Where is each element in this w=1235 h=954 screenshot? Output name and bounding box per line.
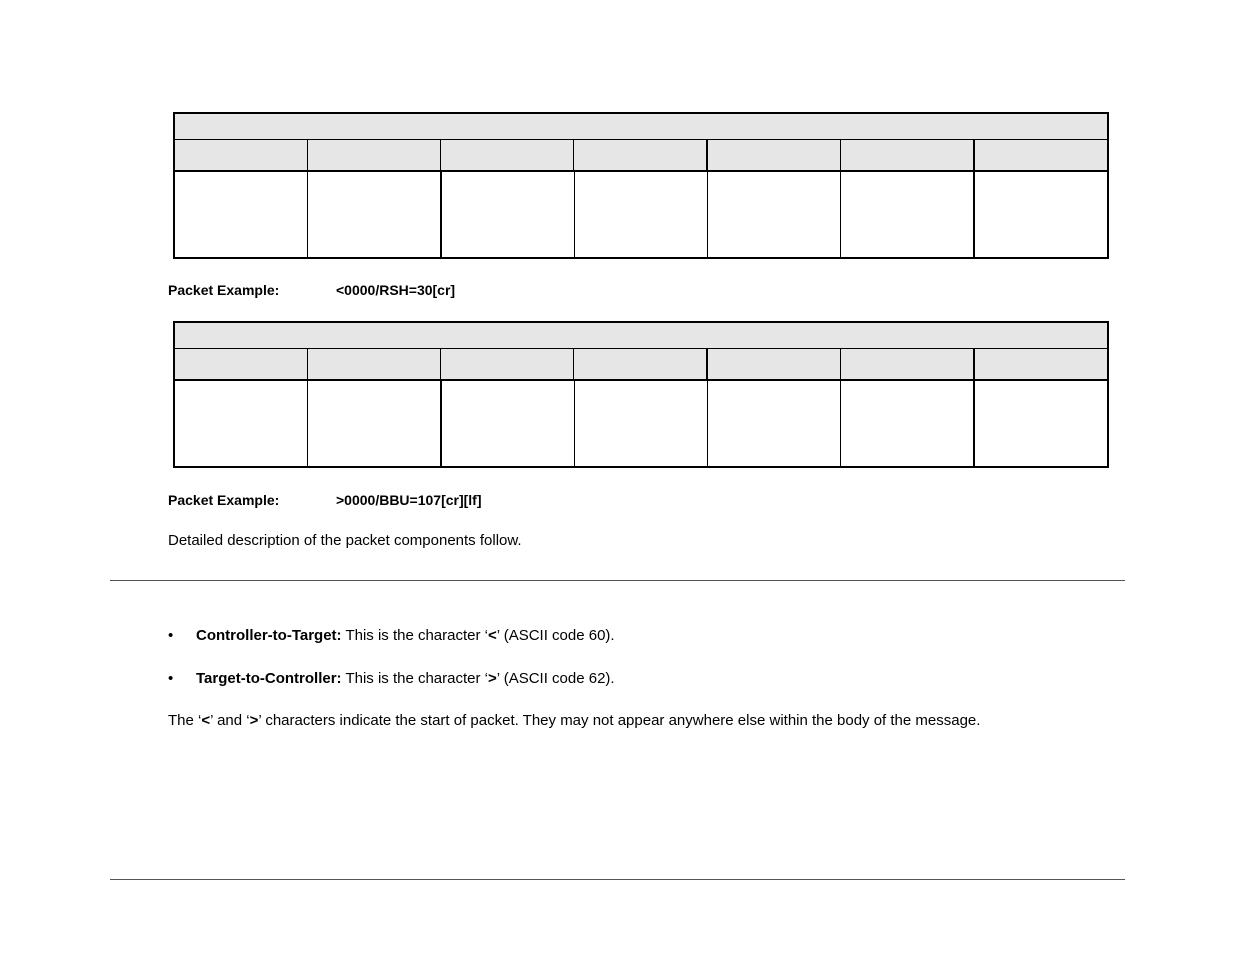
section-divider bbox=[110, 580, 1125, 581]
packet-example-2 bbox=[168, 491, 482, 509]
header-cell bbox=[308, 349, 441, 379]
packet-example-label: Packet Example: bbox=[168, 492, 280, 508]
bullet-text-after: ’ (ASCII code 62). bbox=[496, 670, 615, 687]
header-cell bbox=[708, 349, 841, 379]
body-cell bbox=[308, 172, 442, 258]
body-cell bbox=[175, 172, 308, 258]
body-cell bbox=[841, 172, 975, 258]
packet-structure-table-target bbox=[173, 321, 1109, 468]
bullet-icon: • bbox=[168, 627, 174, 644]
body-cell bbox=[442, 381, 575, 467]
header-cell bbox=[175, 349, 308, 379]
header-cell bbox=[175, 140, 308, 170]
body-cell bbox=[308, 381, 442, 467]
table-body-row bbox=[175, 172, 1107, 258]
bullet-term: Target-to-Controller: bbox=[196, 670, 342, 687]
table-title-row bbox=[175, 323, 1107, 349]
closing-text: ’ characters indicate the start of packet. They may not appear anywhere else within the body of the message. bbox=[258, 712, 981, 729]
header-cell bbox=[975, 140, 1107, 170]
bullet-icon: • bbox=[168, 670, 174, 687]
header-cell bbox=[441, 140, 574, 170]
body-cell bbox=[975, 172, 1107, 258]
body-cell bbox=[708, 381, 841, 467]
footer-divider bbox=[110, 879, 1125, 880]
header-cell bbox=[574, 140, 708, 170]
header-cell bbox=[441, 349, 574, 379]
table-header-row bbox=[175, 349, 1107, 381]
packet-example-label: Packet Example: bbox=[168, 282, 280, 298]
bullet-term: Controller-to-Target: bbox=[196, 627, 342, 644]
bullet-char: > bbox=[488, 670, 497, 687]
closing-char: > bbox=[249, 712, 259, 729]
bullet-char: < bbox=[488, 627, 497, 644]
bullet-text: This is the character ‘ bbox=[341, 627, 488, 644]
description-paragraph: Detailed description of the packet components follow. bbox=[168, 532, 522, 549]
closing-char: < bbox=[201, 712, 211, 729]
header-cell bbox=[574, 349, 708, 379]
body-cell bbox=[841, 381, 975, 467]
bullet-target-to-controller bbox=[168, 670, 615, 688]
header-cell bbox=[841, 140, 975, 170]
table-header-row bbox=[175, 140, 1107, 172]
packet-example-value: <0000/RSH=30[cr] bbox=[336, 282, 456, 298]
bullet-text: This is the character ‘ bbox=[341, 670, 488, 687]
table-title-row bbox=[175, 114, 1107, 140]
body-cell bbox=[442, 172, 575, 258]
body-cell bbox=[975, 381, 1107, 467]
table-body-row bbox=[175, 381, 1107, 467]
bullet-text-after: ’ (ASCII code 60). bbox=[496, 627, 615, 644]
bullet-controller-to-target bbox=[168, 627, 615, 645]
header-cell bbox=[841, 349, 975, 379]
header-cell bbox=[708, 140, 841, 170]
body-cell bbox=[175, 381, 308, 467]
header-cell bbox=[308, 140, 441, 170]
body-cell bbox=[575, 172, 708, 258]
body-cell bbox=[708, 172, 841, 258]
packet-example-1 bbox=[168, 281, 455, 299]
header-cell bbox=[975, 349, 1107, 379]
closing-paragraph bbox=[168, 712, 980, 730]
closing-text: The ‘ bbox=[168, 712, 202, 729]
packet-structure-table-controller bbox=[173, 112, 1109, 259]
closing-text: ’ and ‘ bbox=[210, 712, 250, 729]
packet-example-value: >0000/BBU=107[cr][lf] bbox=[336, 492, 482, 508]
body-cell bbox=[575, 381, 708, 467]
